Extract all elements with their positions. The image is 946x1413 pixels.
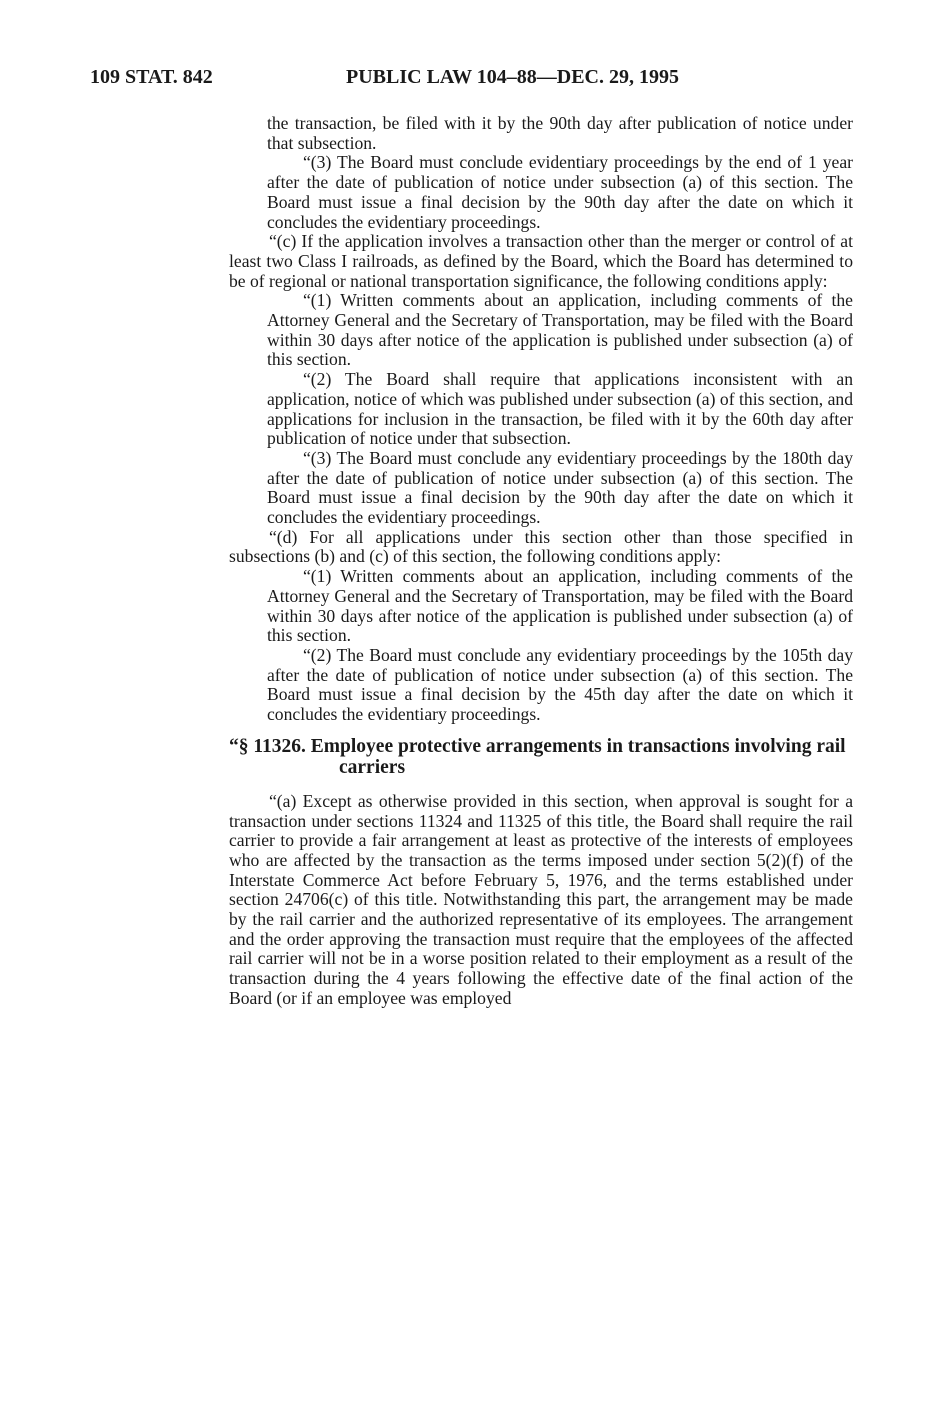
paragraph: “(3) The Board must conclude evidentiary proceedings by the end of 1 year after the date of publication of notice under subsection (a) of this section. The Board must issue a final decision by the 90th day after the date on which it concludes the evidentiary proceedings. — [267, 152, 853, 232]
statute-page-number: 109 STAT. 842 — [90, 66, 213, 88]
paragraph: “(2) The Board must conclude any evidentiary proceedings by the 105th day after the date of publication of notice under subsection (a) of this section. The Board must issue a final decision by the 45th day after the date on which it concludes the evidentiary proceedings. — [267, 644, 853, 725]
paragraph: “(2) The Board shall require that applications inconsistent with an application, notice of which was published under subsection (a) of this section, and applications for inclusion in the transaction, be filed with it by the 60th day after publication of notice under that subsection. — [267, 369, 853, 449]
paragraph: “(a) Except as otherwise provided in this section, when approval is sought for a transaction under sections 11324 and 11325 of this title, the Board shall require the rail carrier to provide a fair arrangement at least as protective of the interests of employees who are affected by the transaction as the terms imposed under section 5(2)(f) of the Interstate Commerce Act before February 5, 1976, and the terms established under section 24706(c) of this title. Notwithstanding this part, the arrangement may be made by the rail carrier and the authorized representative of its employees. The arrangement and the order approving the transaction must require that the employees of the affected rail carrier will not be in a worse position related to their employment as a result of the transaction during the 4 years following the effective date of the final action of the Board (or if an employee was employed — [229, 790, 853, 1008]
section-heading: “§ 11326. Employee protective arrangements in transactions involving rail carriers — [229, 735, 846, 778]
paragraph: “(3) The Board must conclude any evidentiary proceedings by the 180th day after the date of publication of notice under subsection (a) of this section. The Board must issue a final decision by the 90th day after the date on which it concludes the evidentiary proceedings. — [267, 447, 853, 528]
document-body — [229, 114, 853, 1009]
paragraph: “(d) For all applications under this section other than those specified in subsections (b) and (c) of this section, the following conditions apply: — [229, 526, 853, 567]
paragraph: the transaction, be filed with it by the 90th day after publication of notice under that subsection. — [267, 113, 853, 153]
paragraph: “(c) If the application involves a transaction other than the merger or control of at least two Class I railroads, as defined by the Board, which the Board has determined to be of regional or national transportation significance, the following conditions apply: — [229, 231, 853, 291]
paragraph: “(1) Written comments about an application, including comments of the Attorney General and the Secretary of Transportation, may be filed with the Board within 30 days after notice of the application is published under subsection (a) of this section. — [267, 566, 853, 646]
paragraph: “(1) Written comments about an application, including comments of the Attorney General and the Secretary of Transportation, may be filed with the Board within 30 days after notice of the application is published under subsection (a) of this section. — [267, 290, 853, 370]
page-header — [90, 66, 850, 96]
public-law-citation: PUBLIC LAW 104–88—DEC. 29, 1995 — [346, 66, 679, 88]
